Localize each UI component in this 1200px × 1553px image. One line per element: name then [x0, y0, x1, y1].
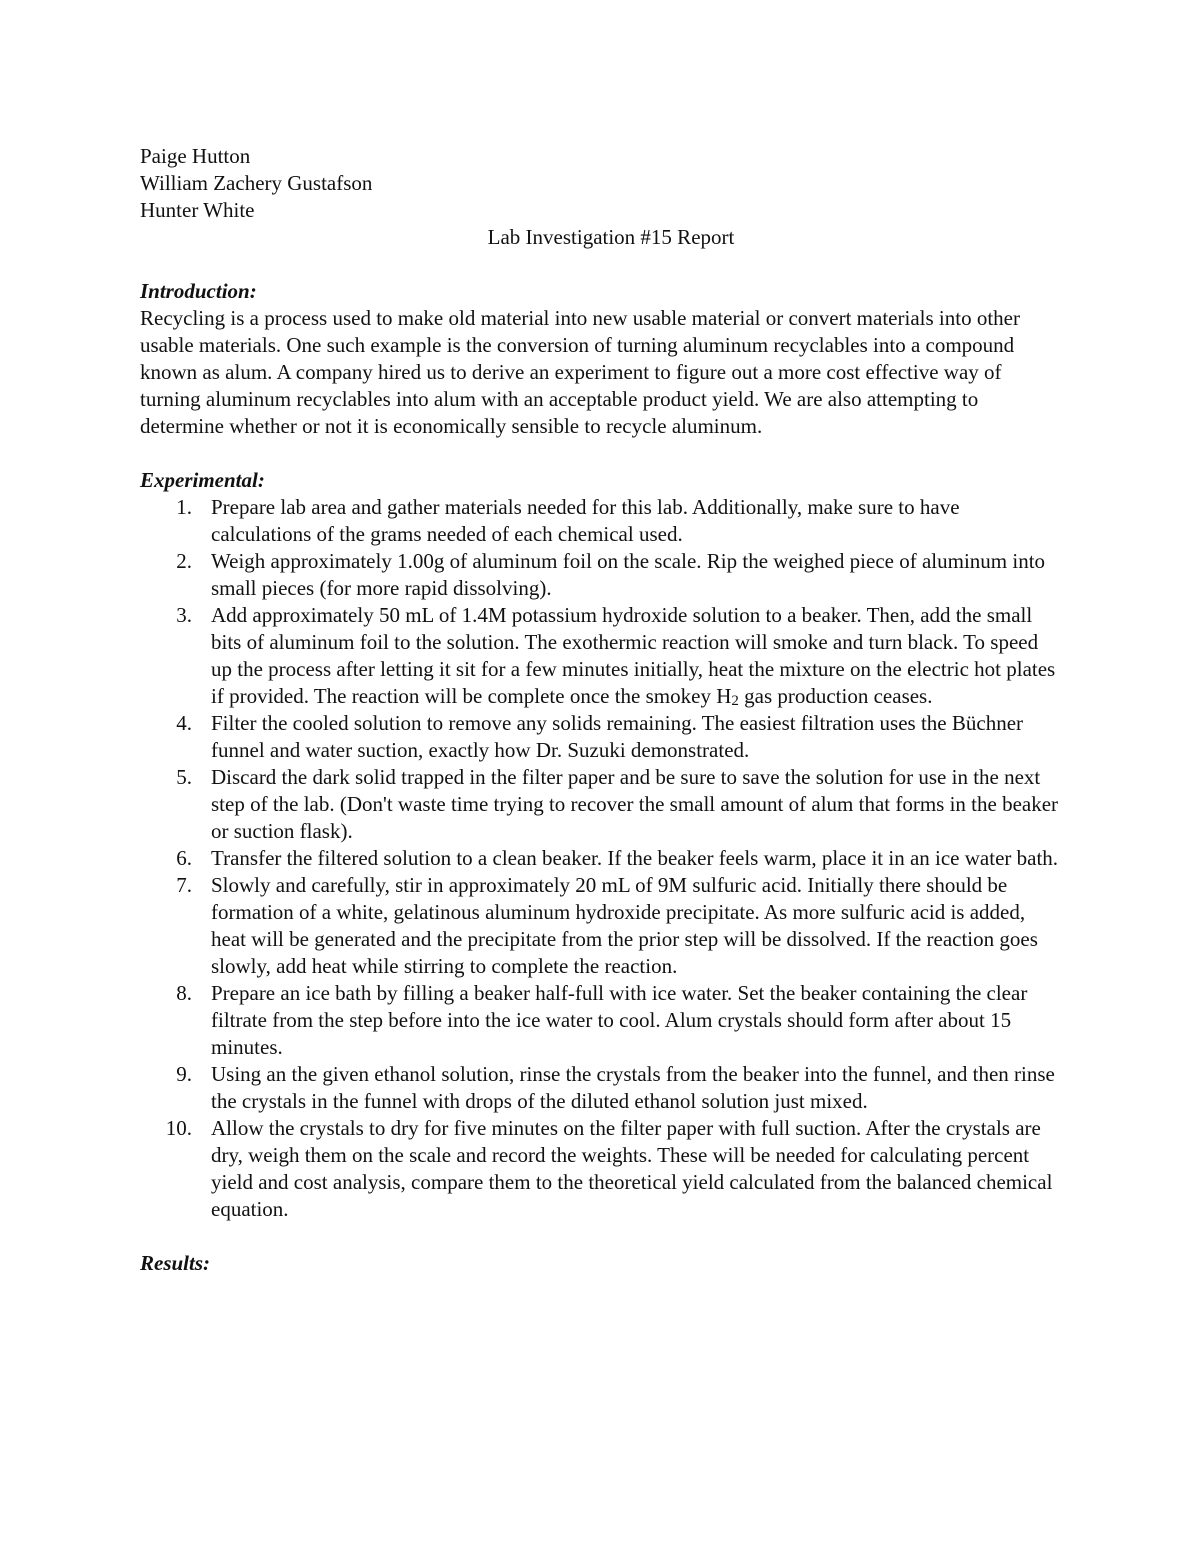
step-number: 3.: [176, 603, 192, 627]
step-text: Using an the given ethanol solution, rinse the crystals from the beaker into the funnel, and then rinse the crystals in the funnel with drops of the diluted ethanol solution just mixed.: [211, 1062, 1055, 1113]
procedure-list: [140, 494, 1070, 1223]
procedure-step: [140, 980, 1063, 1061]
step-text: Prepare an ice bath by filling a beaker half-full with ice water. Set the beaker containing the clear filtrate from the step before into the ice water to cool. Alum crystals should form after about 15 minutes.: [211, 981, 1028, 1059]
step-text: Discard the dark solid trapped in the filter paper and be sure to save the solution for use in the next step of the lab. (Don't waste time trying to recover the small amount of alum that forms in the beaker or suction flask).: [211, 765, 1059, 843]
procedure-step: [140, 1115, 1063, 1223]
step-text: Slowly and carefully, stir in approximately 20 mL of 9M sulfuric acid. Initially there should be formation of a white, gelatinous aluminum hydroxide precipitate. As more sulfuric acid is added, heat will be generated and the precipitate from the prior step will be dissolved. If the reaction goes slowly, add heat while stirring to complete the reaction.: [211, 873, 1038, 978]
author-name: Paige Hutton: [140, 144, 251, 168]
step-text-part: gas production ceases.: [738, 684, 933, 708]
procedure-step: [140, 710, 1063, 764]
step-number: 2.: [176, 549, 192, 573]
procedure-step: [140, 845, 1063, 872]
introduction-paragraph: Recycling is a process used to make old material into new usable material or convert materials into other usable materials. One such example is the conversion of turning aluminum recyclables into a compound known as alum. A company hired us to derive an experiment to figure out a more cost effective way of turning aluminum recyclables into alum with an acceptable product yield. We are also attempting to determine whether or not it is economically sensible to recycle aluminum.: [140, 306, 1020, 438]
procedure-step: [140, 872, 1063, 980]
step-number: 5.: [176, 765, 192, 789]
author-name: Hunter White: [140, 198, 255, 222]
step-text: Prepare lab area and gather materials needed for this lab. Additionally, make sure to have calculations of the grams needed of each chemical used.: [211, 495, 960, 546]
introduction-heading: Introduction:: [140, 279, 257, 303]
step-text-part: Add approximately 50 mL of 1.4M potassium hydroxide solution to a beaker. Then, add the small bits of aluminum foil to the solution. The exothermic reaction will smoke and turn black. To speed up the process after letting it sit for a few minutes initially, heat the mixture on the electric hot plates if provided. The reaction will be complete once the smokey H: [211, 603, 1056, 708]
step-number: 4.: [176, 711, 192, 735]
step-text: Transfer the filtered solution to a clean beaker. If the beaker feels warm, place it in an ice water bath.: [211, 846, 1059, 870]
procedure-step: [140, 548, 1063, 602]
step-number: 8.: [176, 981, 192, 1005]
step-number: 1.: [176, 495, 192, 519]
report-title: Lab Investigation #15 Report: [487, 225, 735, 249]
step-number: 9.: [176, 1062, 192, 1086]
step-number: 6.: [176, 846, 192, 870]
author-name: William Zachery Gustafson: [140, 171, 373, 195]
step-text: Allow the crystals to dry for five minutes on the filter paper with full suction. After the crystals are dry, weigh them on the scale and record the weights. These will be needed for calculating percent yield and cost analysis, compare them to the theoretical yield calculated from the balanced chemical equation.: [211, 1116, 1053, 1221]
procedure-step: [140, 764, 1063, 845]
step-text: [211, 603, 1055, 708]
procedure-step: [140, 1061, 1063, 1115]
results-heading: Results:: [140, 1251, 211, 1275]
hydrogen-subscript: 2: [731, 693, 739, 709]
step-text: Weigh approximately 1.00g of aluminum foil on the scale. Rip the weighed piece of aluminum into small pieces (for more rapid dissolving).: [211, 549, 1046, 600]
document-page: [140, 143, 1070, 1277]
step-number: 7.: [176, 873, 192, 897]
step-text: Filter the cooled solution to remove any solids remaining. The easiest filtration uses the Büchner funnel and water suction, exactly how Dr. Suzuki demonstrated.: [211, 711, 1024, 762]
step-number: 10.: [165, 1116, 192, 1140]
procedure-step: [140, 494, 1063, 548]
experimental-heading: Experimental:: [140, 468, 265, 492]
procedure-step: [140, 602, 1063, 710]
